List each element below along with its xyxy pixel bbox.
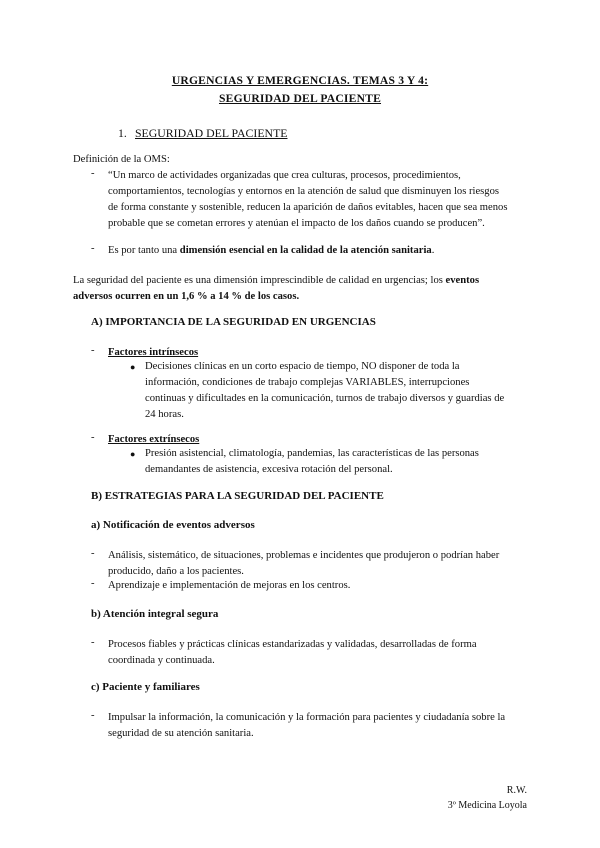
dash-marker: -	[91, 637, 95, 648]
intro-line-2: adversos ocurren en un 1,6 % a 14 % de los casos.	[73, 291, 300, 302]
extrinsic-line: Presión asistencial, climatología, pandemias, las características de las personas	[145, 448, 479, 459]
oms-dimension-text	[108, 243, 538, 259]
oms-quote-line: “Un marco de actividades organizadas que crea culturas, procesos, procedimientos,	[108, 170, 461, 181]
dash-marker: -	[91, 243, 95, 254]
section-b-heading: B) ESTRATEGIAS PARA LA SEGURIDAD DEL PACIENTE	[91, 490, 384, 502]
section-1-number: 1.	[118, 126, 127, 140]
intrinsic-line: Decisiones clínicas en un corto espacio de tiempo, NO disponer de toda la	[145, 361, 460, 372]
section-1-heading	[135, 126, 287, 141]
intro-bold-1: eventos	[445, 275, 480, 286]
section-a-heading: A) IMPORTANCIA DE LA SEGURIDAD EN URGENCIAS	[91, 316, 376, 328]
bullet-icon: ●	[130, 449, 136, 459]
document-title-line2: SEGURIDAD DEL PACIENTE	[218, 92, 382, 105]
list-line: Impulsar la información, la comunicación y la formación para pacientes y ciudadanía sobre la	[108, 712, 506, 723]
list-line: seguridad de su atención sanitaria.	[108, 728, 254, 739]
dash-marker: -	[91, 548, 95, 559]
list-line: coordinada y continuada.	[108, 655, 215, 666]
intrinsic-line: continuas y dificultades en la comunicación, turnos de trabajo diversos y guardias de	[145, 393, 505, 404]
extrinsic-factors-text	[145, 446, 535, 478]
intrinsic-factors-label: Factores intrínsecos	[108, 347, 199, 358]
intro-text: La seguridad del paciente es una dimensión imprescindible de calidad en urgencias; los	[73, 275, 446, 286]
subsection-a-item-2-text: Aprendizaje e implementación de mejoras en los centros.	[108, 580, 351, 591]
dash-marker: -	[91, 432, 95, 443]
subsection-a-item-1-text	[108, 548, 538, 580]
dimension-bold: dimensión esencial en la calidad de la atención sanitaria	[179, 245, 432, 256]
intrinsic-line: información, condiciones de trabajo complejas VARIABLES, interrupciones	[145, 377, 470, 388]
list-line: Análisis, sistemático, de situaciones, problemas e incidentes que produjeron o podrían haber	[108, 550, 500, 561]
footer-initials: R.W.	[506, 785, 527, 796]
footer	[448, 783, 527, 813]
dash-marker: -	[91, 345, 95, 356]
list-line: Procesos fiables y prácticas clínicas estandarizadas y validadas, desarrolladas de forma	[108, 639, 477, 650]
oms-label: Definición de la OMS:	[73, 154, 170, 165]
list-line: producido, daño a los pacientes.	[108, 566, 244, 577]
document-title-line1: URGENCIAS Y EMERGENCIAS. TEMAS 3 Y 4:	[171, 74, 429, 87]
dash-marker: -	[91, 578, 95, 589]
oms-quote-line: probable que se cometan errores y atenúan el impacto de los daños cuando se producen”.	[108, 218, 485, 229]
extrinsic-factors-label: Factores extrínsecos	[108, 434, 200, 445]
dimension-pre: Es por tanto una	[108, 245, 180, 256]
footer-course: 3º Medicina Loyola	[447, 800, 527, 811]
subsection-b-item-1-text	[108, 637, 538, 669]
dash-marker: -	[91, 168, 95, 179]
subsection-c-heading: c) Paciente y familiares	[91, 681, 200, 693]
extrinsic-line: demandantes de asistencia, excesiva rotación del personal.	[145, 464, 393, 475]
oms-quote	[108, 168, 538, 232]
subsection-c-item-1-text	[108, 710, 538, 742]
section-1-heading-text: SEGURIDAD DEL PACIENTE	[135, 126, 288, 140]
dimension-post: .	[431, 245, 435, 256]
subsection-b-heading: b) Atención integral segura	[91, 608, 219, 620]
intro-line-1	[73, 273, 533, 289]
oms-quote-line: comportamientos, tecnologías y entornos en la atención de salud que disminuyen los riesgos	[108, 186, 500, 197]
oms-quote-line: de forma constante y sostenible, reducen la aparición de daños evitables, hacen que sea menos	[108, 202, 508, 213]
bullet-icon: ●	[130, 362, 136, 372]
intro-paragraph	[73, 273, 533, 305]
intrinsic-factors-text	[145, 359, 535, 423]
intrinsic-line: 24 horas.	[145, 409, 184, 420]
subsection-a-heading: a) Notificación de eventos adversos	[91, 519, 255, 531]
dash-marker: -	[91, 710, 95, 721]
